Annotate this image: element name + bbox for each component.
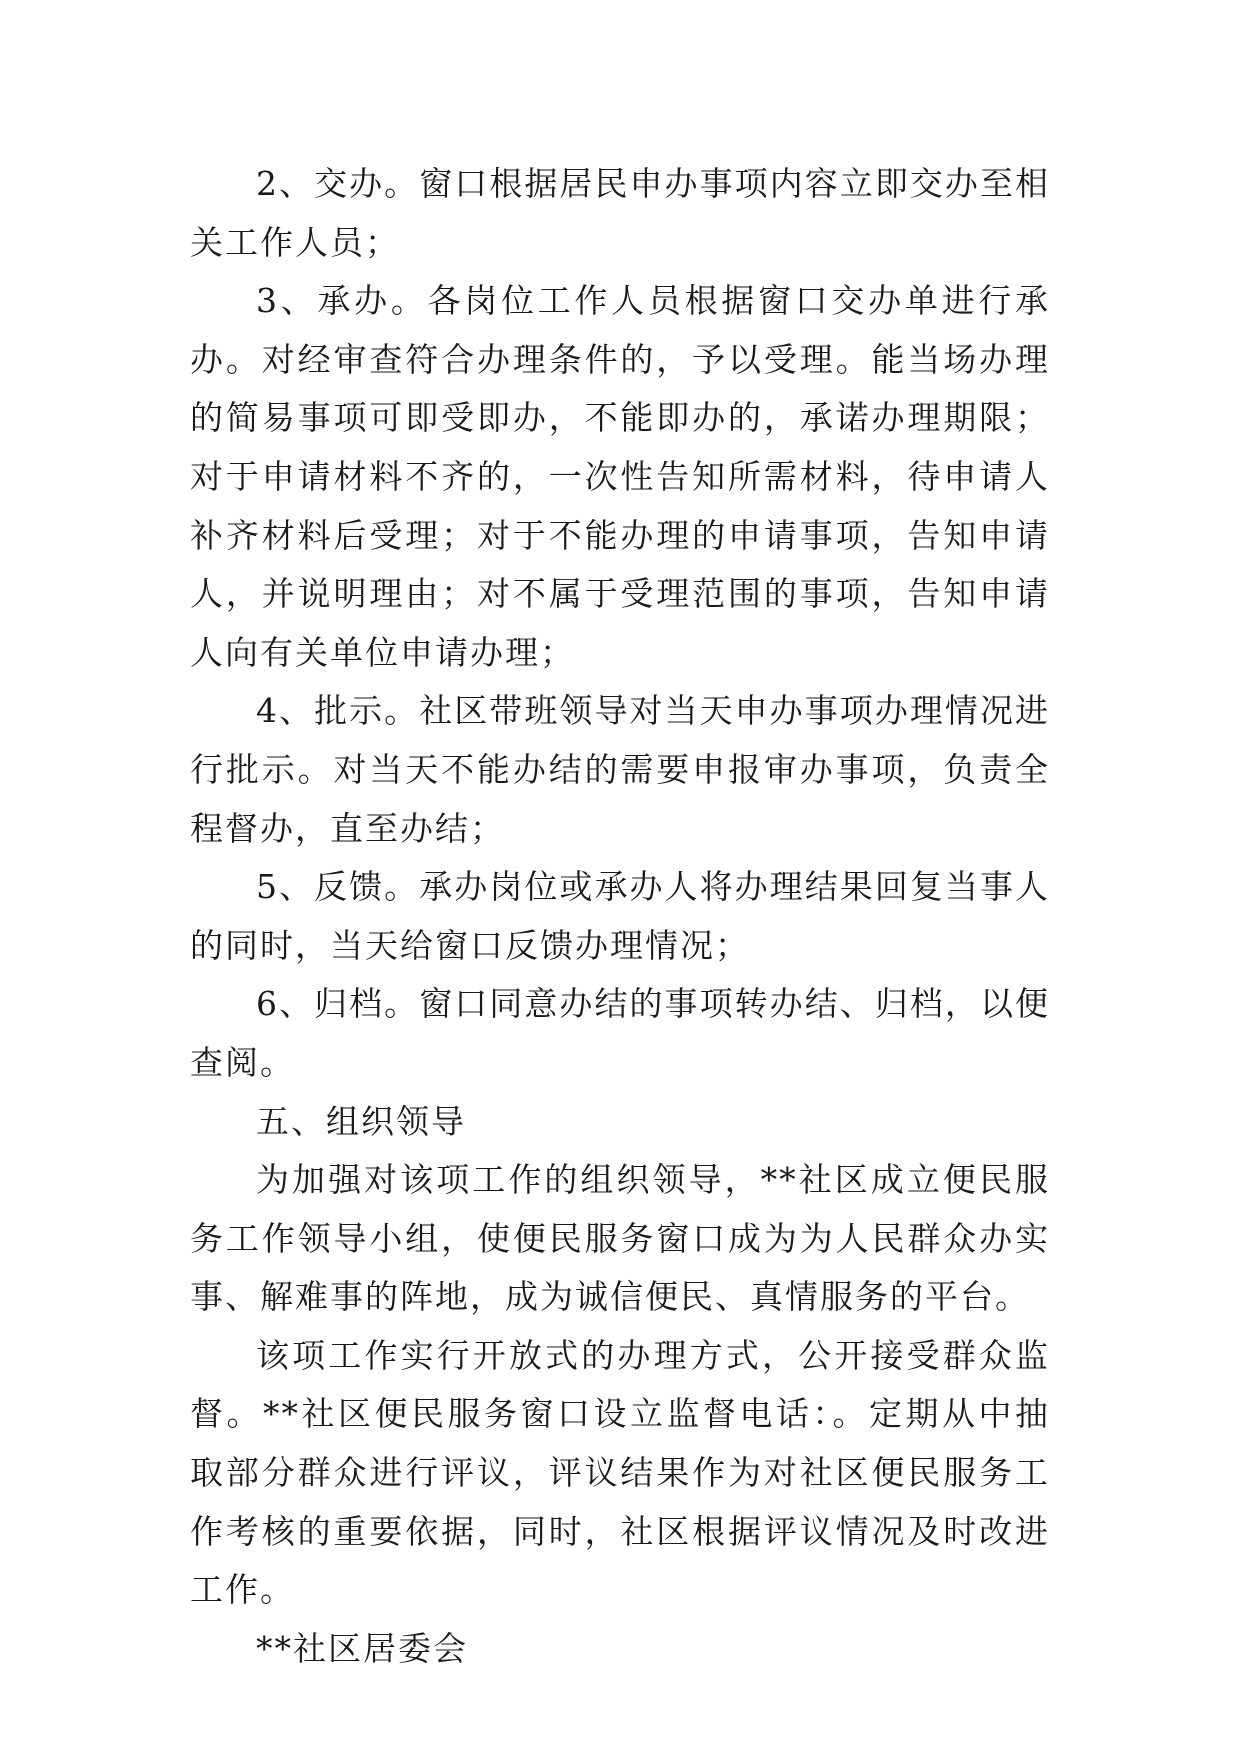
paragraph-feedback: 5、反馈。承办岗位或承办人将办理结果回复当事人的同时，当天给窗口反馈办理情况； xyxy=(190,867,1050,965)
paragraph-undertake: 3、承办。各岗位工作人员根据窗口交办单进行承办。对经审查符合办理条件的，予以受理。能当场办理的简易事项可即受即办，不能即办的，承诺办理期限；对于申请材料不齐的，一次性告知所需材料，待申请人补齐材料后受理；对于不能办理的申请事项，告知申请人，并说明理由；对不属于受理范围的事项，告知申请人向有关单位申请办理； xyxy=(190,281,1050,672)
paragraph-archive: 6、归档。窗口同意办结的事项转办结、归档，以便查阅。 xyxy=(190,984,1050,1082)
paragraph-supervision: 该项工作实行开放式的办理方式，公开接受群众监督。**社区便民服务窗口设立监督电话：。定期从中抽取部分群众进行评议，评议结果作为对社区便民服务工作考核的重要依据，同时，社区根据评议情况及时改进工作。 xyxy=(190,1335,1050,1610)
paragraph-handover: 2、交办。窗口根据居民申办事项内容立即交办至相关工作人员； xyxy=(190,164,1050,262)
paragraph-leadership: 为加强对该项工作的组织领导，**社区成立便民服务工作领导小组，使便民服务窗口成为为人民群众办实事、解难事的阵地，成为诚信便民、真情服务的平台。 xyxy=(190,1160,1050,1317)
paragraph-instruction: 4、批示。社区带班领导对当天申办事项办理情况进行批示。对当天不能办结的需要申报审办事项，负责全程督办，直至办结； xyxy=(190,691,1050,848)
signature-committee: **社区居委会 xyxy=(256,1628,468,1668)
document-body xyxy=(190,155,1050,1678)
section-heading-organization: 五、组织领导 xyxy=(256,1101,466,1141)
